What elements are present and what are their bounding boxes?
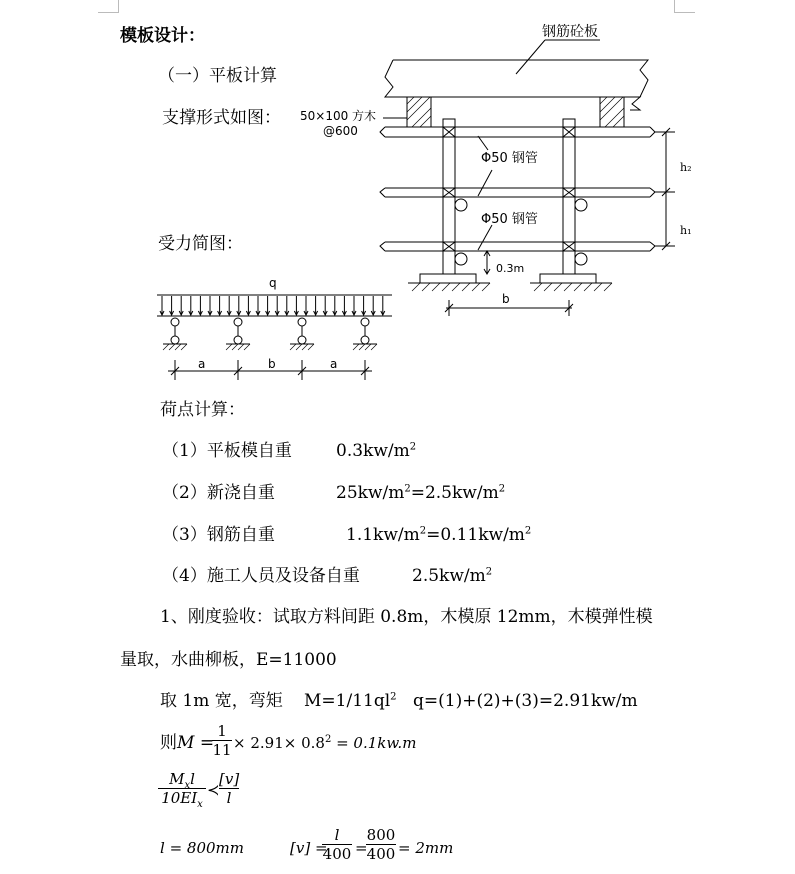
formula-sup: 2 (324, 734, 332, 745)
paragraph-line-1: 1、刚度验收：试取方料间距 0.8m，木模原 12mm，木模弹性模 (160, 607, 653, 627)
v-frac2-num: 800 (366, 826, 396, 844)
pipe-label-2: Φ50 钢管 (481, 212, 538, 227)
v-den: l (219, 788, 239, 807)
load-value-2 (336, 483, 505, 503)
paragraph-line-3c: q=(1)+(2)+(3)=2.91kw/m (413, 691, 638, 711)
l-value: l = 800mm (160, 839, 244, 857)
ratio-num-l: l (190, 770, 195, 788)
h1-label: h₁ (680, 224, 692, 237)
ratio-denominator (158, 788, 206, 810)
formula-rest: × 2.91× 0.8 (233, 734, 325, 752)
v-result: = 2mm (398, 839, 454, 857)
slab-label: 钢筋砼板 (542, 24, 598, 40)
moment-formula: M=1/11ql (304, 691, 391, 711)
ratio-num-m: M (169, 770, 185, 788)
v-frac-num: l (334, 826, 340, 844)
load-q-label: q (269, 276, 277, 290)
load-rest: =0.11kw/m (426, 525, 525, 545)
moment-sup: 2 (390, 691, 397, 703)
v-frac-den: 400 (322, 845, 352, 863)
ratio-den-main: 10EI (161, 789, 198, 807)
paragraph-line-3a: 取 1m 宽，弯矩 (160, 691, 283, 711)
section-heading: 模板设计： (120, 26, 205, 46)
v-bracket: [v] (219, 770, 240, 788)
load-sup: 2 (409, 441, 417, 453)
load-value-4 (412, 566, 492, 586)
paragraph-line-2: 量取，水曲柳板，E=11000 (120, 650, 337, 670)
span-b2-label: b (268, 357, 276, 371)
load-value: 1.1kw/m (346, 525, 420, 545)
span-a1-label: a (198, 357, 206, 371)
formula-prefix: 则 (160, 733, 177, 753)
fraction-numerator: 1 (217, 722, 227, 740)
v-frac2-den: 400 (366, 845, 396, 863)
load-sup: 2 (485, 566, 493, 578)
load-value-3 (346, 525, 531, 545)
loads-title: 荷点计算： (160, 400, 245, 420)
ratio-num-sub: x (184, 780, 191, 791)
span-a2-label: a (330, 357, 338, 371)
load-item-4 (162, 566, 360, 586)
span-b-label: b (502, 292, 510, 306)
load-sup2: 2 (498, 483, 506, 495)
load-no: （4） (162, 566, 207, 586)
formula-var: M (177, 733, 195, 753)
formula-v-over-l (219, 770, 239, 807)
formula-result: = 0.1kw.m (331, 734, 417, 752)
ratio-numerator (158, 770, 206, 791)
load-item-2 (162, 483, 275, 503)
load-value: 0.3kw/m (336, 441, 410, 461)
formula-m-fraction (212, 722, 232, 759)
load-sup: 2 (419, 525, 427, 537)
load-item-3 (162, 525, 275, 545)
load-no: （2） (162, 483, 207, 503)
load-value: 2.5kw/m (412, 566, 486, 586)
load-name: 钢筋自重 (206, 525, 275, 545)
v-fraction-2 (366, 826, 396, 863)
paragraph-line-3b (304, 691, 397, 711)
ratio-den-sub: x (197, 799, 203, 810)
timber-spacing-label: @600 (323, 124, 358, 138)
formula-m-rest (233, 733, 416, 753)
load-no: （3） (162, 525, 207, 545)
support-label: 支撑形式如图： (162, 108, 281, 128)
load-name: 平板模自重 (206, 441, 292, 461)
formula-ratio (158, 770, 206, 810)
timber-label: 50×100 方木 (300, 109, 377, 123)
subsection-title: （一）平板计算 (158, 66, 277, 86)
load-sup2: 2 (524, 525, 532, 537)
h2-label: h₂ (680, 161, 692, 174)
formula-prec: ≺ (207, 781, 220, 799)
load-sup: 2 (404, 483, 411, 495)
formula-eq-2: = (355, 839, 368, 857)
load-no: （1） (162, 441, 207, 461)
load-name: 施工人员及设备自重 (206, 566, 360, 586)
load-value: 25kw/m (336, 483, 405, 503)
formula-m-prefix (160, 733, 214, 753)
v-label: [v] = (290, 839, 328, 857)
load-item-1 (162, 441, 292, 461)
load-rest: =2.5kw/m (410, 483, 499, 503)
force-label: 受力简图： (158, 234, 243, 254)
gap-label: 0.3m (496, 262, 525, 275)
formula-eq: = (199, 733, 215, 753)
v-fraction-1 (322, 826, 352, 863)
pipe-label-1: Φ50 钢管 (481, 151, 538, 166)
fraction-denominator: 11 (212, 741, 232, 759)
load-name: 新浇自重 (206, 483, 275, 503)
load-value-1 (336, 441, 416, 461)
